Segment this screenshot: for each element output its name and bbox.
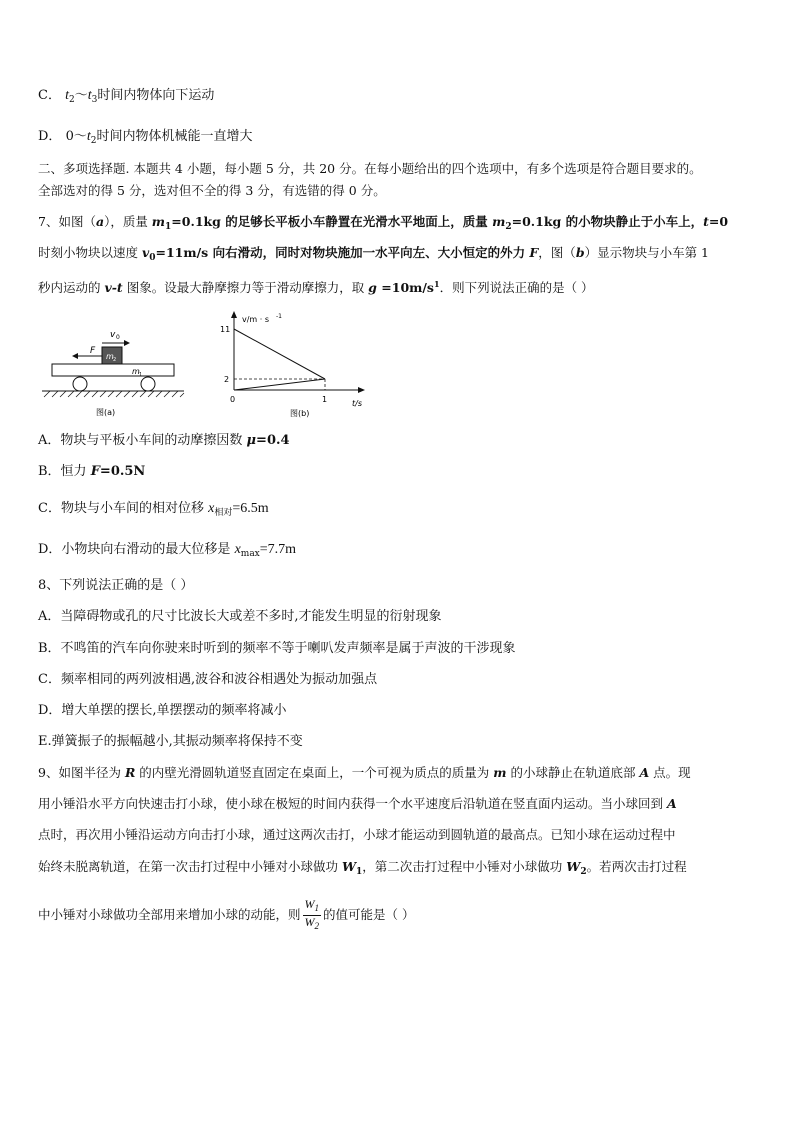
fig-a-m1-label: m: [132, 367, 140, 376]
fig-b-x-axis-arrow: [358, 387, 365, 393]
fig-a-cart-board: [52, 364, 174, 376]
q7-option-c: C．物块与小车间的相对位移 $x_{相对}=6.5m$: [38, 501, 269, 518]
fig-a-m2-sub: 2: [113, 357, 117, 363]
q9-stem-line-1: 9、如图半径为 R 的内壁光滑圆轨道竖直固定在桌面上，一个可视为质点的质量为 m 的小球静止在轨道底部 A 点。现: [38, 765, 691, 780]
fig-b-tick-2: 2: [224, 375, 230, 384]
q6-option-d: D． $0\sim t_2$时间内物体机械能一直增大: [38, 129, 253, 146]
q9-stem-line-4: 始终未脱离轨道，在第一次击打过程中小锤对小球做功 $W_1$，第二次击打过程中小锤对小球做功 $W_2$。若两次击打过程: [38, 859, 687, 877]
q7-stem-line-1: 7、如图（a），质量 $m_1=0.1kg$ 的足够长平板小车静置在光滑水平地面上，质量 $m_2=0.1kg$ 的小物块静止于小车上，t=0: [38, 214, 729, 232]
q7-option-a: A．物块与平板小车间的动摩擦因数 μ=0.4: [38, 433, 290, 448]
fig-b-caption: 图(b): [290, 409, 310, 418]
q9-fraction-w1-over-w2: $\frac{W_1}{W_2}$: [304, 897, 320, 931]
q9-stem-line-3: 点时，再次用小锤沿运动方向击打小球，通过这两次击打，小球才能运动到圆轨道的最高点。已知小球在运动过程中: [38, 827, 676, 842]
q7-option-b: B．恒力 F=0.5N: [38, 464, 146, 479]
q9-stem-line-2: 用小锤沿水平方向快速击打小球，使小球在极短的时间内获得一个水平速度后沿轨道在竖直面内运动。当小球回到 A: [38, 796, 677, 811]
fig-b-cart-line: [234, 379, 325, 390]
q7-figure-a: [38, 318, 188, 422]
q6-option-c: C． $t_2\sim t_3$时间内物体向下运动: [38, 88, 215, 105]
fig-a-ground-hatch: [44, 391, 184, 397]
q8-option-d: D．增大单摆的摆长,单摆摆动的频率将减小: [38, 703, 287, 718]
fig-a-v0-label: v: [110, 330, 116, 340]
fig-b-tick-0: 0: [230, 395, 236, 404]
fig-a-wheel-right: [141, 377, 155, 391]
q8-stem: 8、下列说法正确的是（ ）: [38, 578, 194, 593]
section-2-heading: 二、多项选择题. 本题共 4 小题，每小题 5 分，共 20 分。在每小题给出的四个选项中，有多个选项是符合题目要求的。: [38, 161, 702, 176]
fig-a-f-arrow-head: [72, 353, 78, 359]
fig-a-f-label: F: [90, 346, 96, 356]
fig-b-block-line: [234, 329, 325, 379]
q8-option-a: A．当障碍物或孔的尺寸比波长大或差不多时,才能发生明显的衍射现象: [38, 609, 442, 624]
fig-a-wheel-left: [73, 377, 87, 391]
section-2-scoring: 全部选对的得 5 分，选对但不全的得 3 分，有选错的得 0 分。: [38, 183, 386, 198]
q7-stem-line-3: 秒内运动的 v-t 图象。设最大静摩擦力等于滑动摩擦力，取 $g =10m/s^1$．则下列说法正确的是（ ）: [38, 279, 594, 295]
q7-figure-b: [212, 310, 372, 422]
fig-a-v0-sub: 0: [116, 334, 120, 341]
fig-b-tick-1: 1: [322, 395, 328, 404]
fig-b-y-axis-sup: -1: [276, 313, 282, 320]
fig-b-x-axis-label: t/s: [352, 399, 362, 408]
fig-a-m2-label: m: [106, 352, 114, 361]
q8-option-e: E.弹簧振子的振幅越小,其振动频率将保持不变: [38, 734, 303, 749]
fig-b-y-axis-arrow: [231, 311, 237, 318]
fig-b-y-axis-label: v/m · s: [242, 315, 270, 324]
q7-stem-line-2: 时刻小物块以速度 $v_0=11m/s$ 向右滑动，同时对物块施加一水平向左、大小恒定的外力 F，图（b）显示物块与小车第 1: [38, 245, 709, 263]
fig-a-m1-sub: 1: [139, 372, 143, 378]
fig-a-v0-arrow-head: [124, 340, 130, 346]
fig-a-caption: 图(a): [96, 408, 116, 417]
q9-stem-line-5: 中小锤对小球做功全部用来增加小球的动能，则 $\frac{W_1}{W_2}$ 的值可能是（ ）: [38, 897, 415, 931]
q8-option-c: C．频率相同的两列波相遇,波谷和波谷相遇处为振动加强点: [38, 672, 378, 687]
fig-b-tick-11: 11: [220, 325, 231, 334]
q8-option-b: B．不鸣笛的汽车向你驶来时听到的频率不等于喇叭发声频率是属于声波的干涉现象: [38, 641, 516, 656]
q7-option-d: D．小物块向右滑动的最大位移是 $x_{max}=7.7m$: [38, 542, 297, 559]
